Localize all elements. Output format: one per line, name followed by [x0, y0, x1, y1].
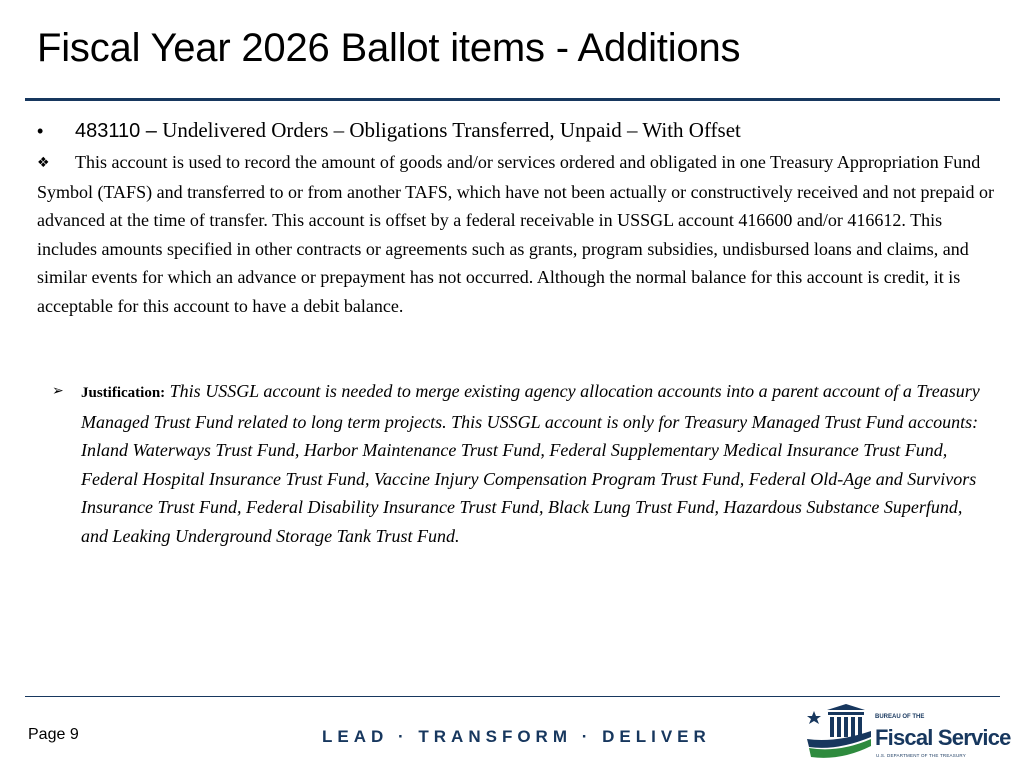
page-number: Page 9 [28, 726, 79, 743]
diamond-bullet-icon: ❖ [37, 155, 50, 171]
account-heading [37, 118, 741, 143]
logo-bureau-text: BUREAU OF THE [875, 714, 925, 720]
title-divider [25, 98, 1000, 101]
fiscal-service-logo [805, 701, 1011, 763]
footer-divider [25, 696, 1000, 697]
account-description [37, 148, 997, 321]
treasury-building-logo-icon [805, 701, 873, 763]
bullet-icon: • [37, 121, 44, 141]
arrow-bullet-icon: ➢ [52, 383, 64, 399]
logo-name: Fiscal Service [875, 725, 1011, 750]
tagline: LEAD · TRANSFORM · DELIVER [322, 727, 711, 746]
account-name: Undelivered Orders – Obligations Transferred, Unpaid – With Offset [156, 118, 741, 142]
justification-label: Justification: [81, 385, 166, 401]
justification-block [52, 377, 992, 551]
account-code: 483110 – [75, 120, 157, 142]
description-text: This account is used to record the amount of goods and/or services ordered and obligated in one Treasury Appropriation Fund Symbol (TAFS) and transferred to or from another TAFS, which have not been actually or constructively received and not prepaid or advanced at the time of transfer. This account is offset by a federal receivable in USSGL account 416600 and/or 416612. This includes amounts specified in other contracts or agreements such as grants, program subsidies, undisbursed loans and claims, and similar events for which an advance or prepayment has not occurred. Although the normal balance for this account is credit, it is acceptable for this account to have a debit balance. [37, 152, 995, 316]
logo-department: U.S. DEPARTMENT OF THE TREASURY [876, 753, 966, 758]
slide-title: Fiscal Year 2026 Ballot items - Additions [37, 26, 741, 70]
justification-text: This USSGL account is needed to merge existing agency allocation accounts into a parent account of a Treasury Managed Trust Fund related to long term projects. This USSGL account is only for Treasury Managed Trust Fund accounts: Inland Waterways Trust Fund, Harbor Maintenance Trust Fund, Federal Supplementary Medical Insurance Trust Fund, Federal Hospital Insurance Trust Fund, Vaccine Injury Compensation Program Trust Fund, Federal Old-Age and Survivors Insurance Trust Fund, Federal Disability Insurance Trust Fund, Black Lung Trust Fund, Hazardous Substance Superfund, and Leaking Underground Storage Tank Trust Fund. [81, 381, 980, 546]
